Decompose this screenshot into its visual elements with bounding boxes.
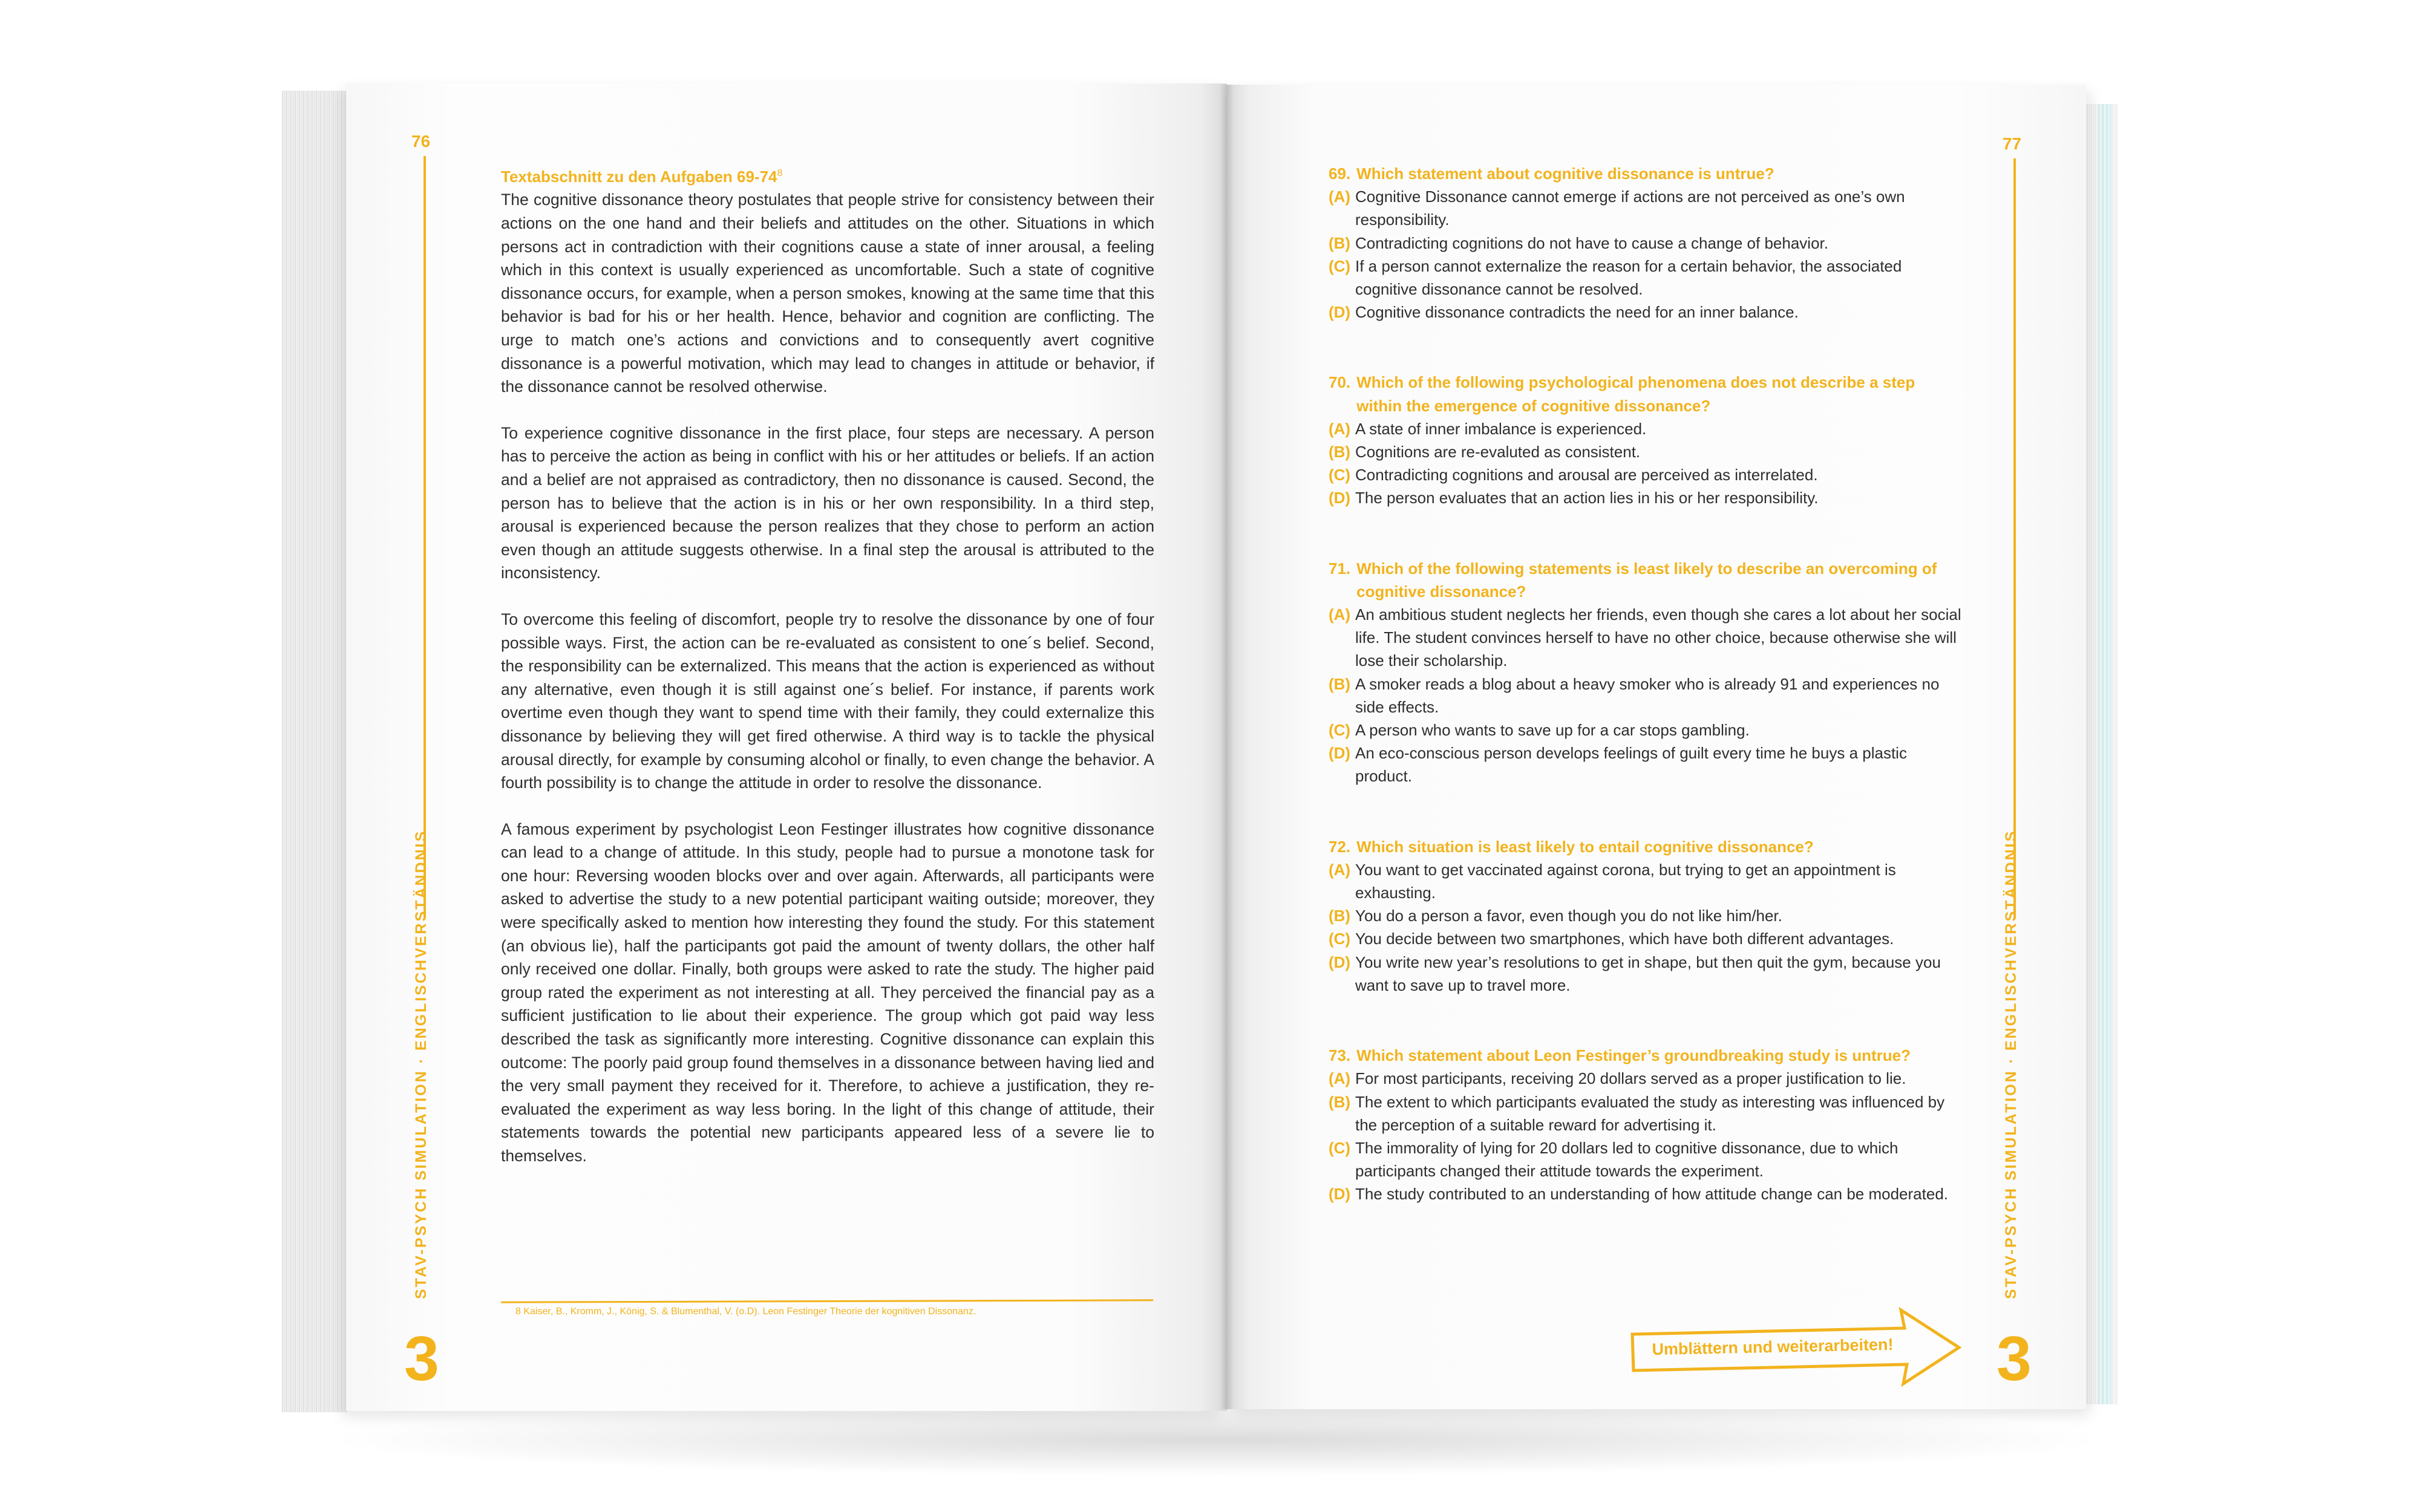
option-d [1329,301,1964,324]
option-letter: (C) [1329,930,1351,948]
right-page-number: 77 [2003,134,2022,153]
question-71 [1329,557,1964,788]
right-page-edge-tint [2098,104,2111,1404]
question-number: 70. [1329,373,1351,392]
question-number: 69. [1329,165,1351,183]
right-chapter-number: 3 [1996,1324,2032,1394]
option-a [1329,858,1964,904]
option-text: A person who wants to save up for a car stops gambling. [1355,721,1750,740]
option-text: The immorality of lying for 20 dollars led to cognitive dissonance, due to which participants changed their attitude towards the experiment. [1355,1138,1898,1181]
passage-heading-footnote-ref: 8 [777,168,783,178]
option-b [1329,440,1964,463]
option-text: Cognitions are re-evaluted as consistent. [1355,443,1641,461]
question-number: 73. [1329,1046,1351,1065]
option-letter: (C) [1329,256,1351,275]
option-letter: (D) [1329,489,1351,507]
question-number: 72. [1329,837,1351,856]
question-72 [1329,835,1964,997]
option-b [1329,232,1964,255]
option-text: For most participants, receiving 20 dollars served as a proper justification to lie. [1355,1069,1906,1088]
option-letter: (D) [1329,953,1351,971]
option-text: You do a person a favor, even though you do not like him/her. [1355,907,1782,925]
question-text: Which situation is least likely to entail cognitive dissonance? [1356,837,1814,856]
option-letter: (A) [1329,1069,1351,1088]
passage-paragraph-2: To experience cognitive dissonance in the first place, four steps are necessary. A person has to perceive the action as being in conflict with his or her attitudes or beliefs. If an action and a belief are not appraised as contradictory, then no dissonance is caused. Second, the person has to believe that the action is in his or her own responsibility. In a third step, arousal is experienced because the person realizes that they chose to perform an action even though an attitude suggests otherwise. In a final step the arousal is attributed to the inconsistency. [501,423,1154,582]
question-text: Which of the following psychological phenomena does not describe a step within the emergence of cognitive dissonance? [1356,373,1915,415]
option-letter: (A) [1329,605,1351,624]
option-letter: (B) [1329,443,1351,461]
option-d [1329,486,1964,509]
left-page-edges [282,91,347,1412]
option-b [1329,673,1964,719]
option-c [1329,255,1964,301]
option-letter: (C) [1329,1138,1351,1157]
passage-paragraph-1: The cognitive dissonance theory postulates that people strive for consistency between their actions on the one hand and their beliefs and attitudes on the other. Situations in which persons act in contradiction with their cognitions cause a state of inner arousal, a feeling which in this context is usually experienced as uncomfortable. Such a state of cognitive dissonance occurs, for example, when a person smokes, knowing at the same time that this behavior is bad for his or her health. Hence, behavior and cognition are conflicting. The urge to match one’s actions and convictions and to consequently avert cognitive dissonance is a powerful motivation, which may lead to changes in attitude or behavior, if the dissonance cannot be resolved otherwise. [501,191,1154,396]
option-text: A smoker reads a blog about a heavy smoker who is already 91 and experiences no side effects. [1355,674,1940,716]
right-side-rule [2013,158,2016,918]
option-a [1329,417,1964,440]
option-a [1329,185,1964,231]
option-a [1329,603,1964,673]
option-c [1329,1136,1964,1182]
footnote: 8 Kaiser, B., Kromm, J., König, S. & Blumenthal, V. (o.D). Leon Festinger Theorie der kognitiven Dissonanz. [515,1306,976,1317]
passage-paragraph-4: A famous experiment by psychologist Leon Festinger illustrates how cognitive dissonance can lead to a change of attitude. In this study, people had to pursue a monotone task for one hour: Reversing wooden blocks over and over again. Afterwards, all participants were asked to advertise the study to a new potential participant waiting outside; moreover, they were specifically asked to mention how interesting they found the study. For this statement (an obvious lie), half the participants got paid the amount of twenty dollars, the other half only received one dollar. Finally, both groups were asked to rate the study. The higher paid group rated the experiment as not interesting at all. They perceived the financial pay as a sufficient justification to lie about their experience. The group which got paid way less described the task as significantly more interesting. Cognitive dissonance can explain this outcome: The poorly paid group found themselves in a dissonance between having lied and the very small payment they received for it. Therefore, to achieve a justification, they re-evaluated the experiment as way less boring. In the light of this change of attitude, their statements towards the potential new participants appeared less of a severe lie to themselves. [501,820,1154,1165]
option-letter: (D) [1329,303,1351,322]
option-letter: (C) [1329,466,1351,484]
option-letter: (A) [1329,187,1351,206]
question-73 [1329,1044,1964,1205]
option-d [1329,951,1964,997]
option-text: The person evaluates that an action lies in his or her responsibility. [1355,489,1819,507]
passage-paragraph-3: To overcome this feeling of discomfort, people try to resolve the dissonance by one of four possible ways. First, the action can be re-evaluated as consistent to one´s belief. Second, the responsibility can be externalized. This means that the action is experienced as without any alternative, even though it is still against one´s belief. For instance, if parents work overtime even though they want to spend time with their family, they could externalize this dissonance by believing they will get fired otherwise. A third way is to tackle the physical arousal directly, for example by consuming alcohol or finally, to even change the behavior. A fourth possibility is to change the attitude in order to resolve the dissonance. [501,610,1154,792]
question-69 [1329,162,1964,324]
left-side-rule [424,156,426,918]
option-d [1329,1182,1964,1205]
option-letter: (B) [1329,233,1351,252]
book-gutter [1220,85,1234,1409]
option-text: You decide between two smartphones, which have both different advantages. [1355,930,1894,948]
option-text: Contradicting cognitions and arousal are perceived as interrelated. [1355,466,1818,484]
option-a [1329,1067,1964,1090]
option-text: An ambitious student neglects her friends, even though she cares a lot about her social life. The student convinces herself to have no other choice, because otherwise she will lose their scholarship. [1355,605,1961,670]
question-list [1329,162,1964,1253]
option-text: You want to get vaccinated against corona, but trying to get an appointment is exhausting. [1355,860,1896,902]
option-b [1329,904,1964,927]
next-page-label: Umblättern und weiterarbeiten! [1652,1335,1894,1359]
question-text: Which statement about cognitive dissonance is untrue? [1356,165,1774,183]
option-letter: (C) [1329,721,1351,740]
left-chapter-number: 3 [404,1324,439,1394]
option-letter: (D) [1329,1185,1351,1204]
option-letter: (B) [1329,674,1351,693]
option-text: Cognitive dissonance contradicts the need for an inner balance. [1355,303,1799,322]
option-text: The study contributed to an understanding of how attitude change can be moderated. [1355,1185,1949,1204]
option-text: Contradicting cognitions do not have to cause a change of behavior. [1355,233,1828,252]
question-text: Which of the following statements is least likely to describe an overcoming of cognitive dissonance? [1356,559,1937,601]
option-c [1329,719,1964,741]
option-letter: (A) [1329,860,1351,879]
left-page-number: 76 [411,132,431,151]
option-letter: (B) [1329,907,1351,925]
reading-passage [501,162,1154,1191]
option-text: An eco-conscious person develops feelings of guilt every time he buys a plastic product. [1355,744,1907,786]
option-text: A state of inner imbalance is experienced. [1355,419,1647,438]
option-c [1329,463,1964,486]
option-text: The extent to which participants evaluated the study as interesting was influenced by the perception of a suitable reward for advertising it. [1355,1092,1945,1134]
passage-heading [501,162,1154,188]
passage-heading-text: Textabschnitt zu den Aufgaben 69-74 [501,167,777,186]
option-letter: (D) [1329,744,1351,763]
option-letter: (A) [1329,419,1351,438]
option-letter: (B) [1329,1092,1351,1111]
option-text: Cognitive Dissonance cannot emerge if actions are not perceived as one’s own responsibility. [1355,187,1905,229]
right-side-label: STAV-PSYCH SIMULATION · ENGLISCHVERSTÄNDNIS [2003,829,2019,1299]
question-text: Which statement about Leon Festinger’s groundbreaking study is untrue? [1356,1046,1911,1065]
option-text: If a person cannot externalize the reason for a certain behavior, the associated cognitive dissonance cannot be resolved. [1355,256,1902,299]
option-d [1329,741,1964,787]
option-b [1329,1090,1964,1136]
left-side-label: STAV-PSYCH SIMULATION · ENGLISCHVERSTÄNDNIS [413,829,430,1299]
option-text: You write new year’s resolutions to get in shape, but then quit the gym, because you want to save up to travel more. [1355,953,1941,994]
book-shadow [339,1403,2093,1476]
option-c [1329,927,1964,950]
question-70 [1329,371,1964,509]
question-number: 71. [1329,559,1351,578]
